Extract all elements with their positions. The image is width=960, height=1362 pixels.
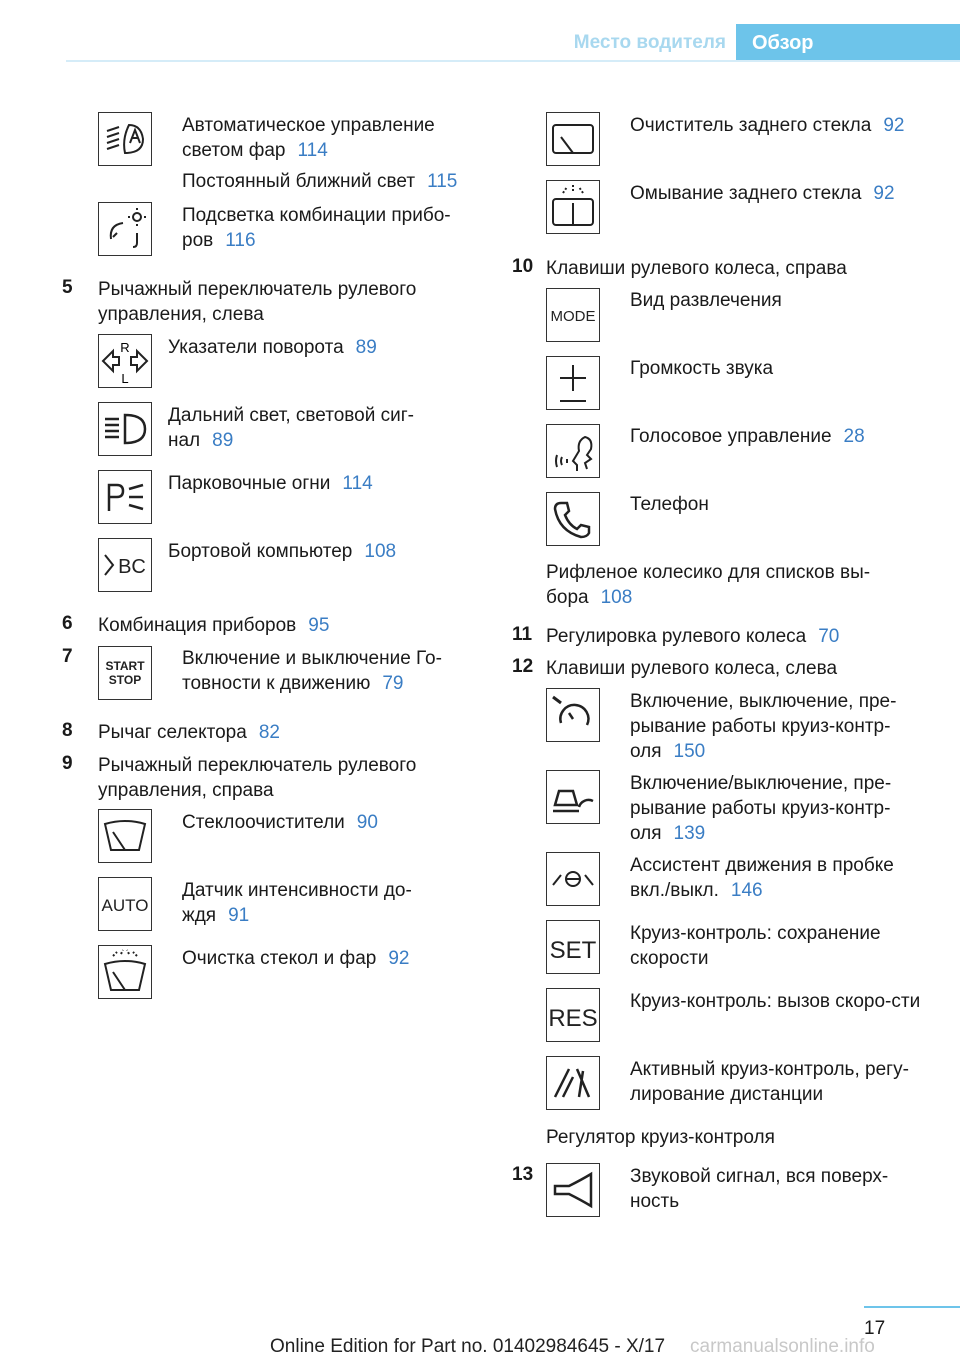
page-ref[interactable]: 108: [600, 587, 633, 608]
page-ref[interactable]: 70: [818, 626, 840, 647]
item-low-beam: Постоянный ближний свет 115: [182, 171, 458, 192]
turn-signal-icon: [98, 334, 152, 388]
footer-divider: [864, 1306, 960, 1308]
page-ref[interactable]: 92: [873, 183, 895, 204]
item-cruise-rocker: Регулятор круиз-контроля: [546, 1127, 775, 1148]
item-number: 9: [62, 753, 73, 774]
page-ref[interactable]: 150: [673, 741, 706, 762]
page-ref[interactable]: 28: [843, 426, 865, 447]
set-label: SET: [549, 937, 597, 964]
turn-r-label: R: [120, 340, 130, 355]
page-header: [0, 24, 960, 62]
mode-button-icon: [546, 288, 600, 342]
page-ref[interactable]: 92: [883, 115, 905, 136]
page-ref[interactable]: 79: [382, 673, 404, 694]
item-number: 13: [512, 1164, 534, 1185]
item-cruise-set: Круиз-контроль: сохранение скорости: [630, 923, 881, 969]
bc-label: BC: [118, 556, 146, 578]
item-right-lever: Рычажный переключатель рулевого управления, справа: [98, 755, 417, 801]
phone-icon: [546, 492, 600, 546]
wiper-icon: [98, 809, 152, 863]
volume-icon: [546, 356, 600, 410]
item-scroll-wheel: Рифленое колесико для списков вы-бора 108: [546, 562, 871, 608]
item-instrument-lighting: Подсветка комбинации прибо-ров 116: [182, 205, 451, 251]
active-cruise-icon: [546, 770, 600, 824]
item-phone: Телефон: [630, 494, 709, 515]
turn-l-label: L: [121, 371, 129, 386]
distance-control-icon: [546, 1056, 600, 1110]
page-ref[interactable]: 89: [355, 337, 377, 358]
item-left-lever: Рычажный переключатель рулевого управления, слева: [98, 279, 417, 325]
item-number: 7: [62, 646, 73, 667]
edition-note: Online Edition for Part no. 01402984645 - X/17: [270, 1336, 666, 1357]
item-number: 5: [62, 277, 73, 298]
start-label: START: [105, 659, 145, 673]
item-number: 6: [62, 613, 73, 634]
mode-label: MODE: [550, 308, 596, 325]
page-ref[interactable]: 95: [308, 615, 330, 636]
item-high-beam: Дальний свет, световой сиг-нал 89: [168, 405, 414, 451]
page-ref[interactable]: 90: [356, 812, 378, 833]
cruise-control-icon: [546, 688, 600, 742]
start-stop-icon: [98, 646, 152, 700]
page-ref[interactable]: 108: [364, 541, 397, 562]
item-selector-lever: Рычаг селектора 82: [98, 722, 280, 743]
watermark: carmanualsonline.info: [690, 1336, 875, 1357]
traffic-jam-assistant-icon: [546, 852, 600, 906]
voice-control-icon: [546, 424, 600, 478]
item-rain-sensor: Датчик интенсивности до-ждя 91: [182, 880, 412, 926]
item-voice-control: Голосовое управление 28: [630, 426, 865, 447]
page-ref[interactable]: 139: [673, 823, 706, 844]
item-number: 12: [512, 656, 534, 677]
item-distance-control: Активный круиз-контроль, регу-лирование дистанции: [630, 1059, 909, 1105]
item-washers: Очистка стекол и фар 92: [182, 948, 410, 969]
page-ref[interactable]: 115: [427, 171, 458, 192]
item-turn-signals: Указатели поворота 89: [168, 337, 377, 358]
rear-wiper-icon: [546, 112, 600, 166]
header-section: Место водителя: [573, 32, 726, 53]
page-ref[interactable]: 82: [258, 722, 280, 743]
horn-icon: [546, 1163, 600, 1217]
high-beam-icon: [98, 402, 152, 456]
item-cruise-resume: Круиз-контроль: вызов скоро-сти: [630, 991, 921, 1012]
item-number: 8: [62, 720, 73, 741]
page-number: 17: [864, 1318, 886, 1339]
page-ref[interactable]: 114: [342, 473, 373, 494]
item-start-stop: Включение и выключение Го-товности к движению 79: [182, 648, 442, 694]
item-instrument-cluster: Комбинация приборов 95: [98, 615, 330, 636]
item-parking-lights: Парковочные огни 114: [168, 473, 373, 494]
rear-washer-icon: [546, 180, 600, 234]
res-label: RES: [548, 1005, 598, 1032]
item-number: 10: [512, 256, 534, 277]
instrument-lighting-icon: [98, 202, 152, 256]
item-traffic-jam-assistant: Ассистент движения в пробке вкл./выкл. 146: [630, 855, 894, 901]
item-horn: Звуковой сигнал, вся поверх-ность: [630, 1166, 889, 1212]
set-button-icon: [546, 920, 600, 974]
item-active-cruise: Включение/выключение, пре-рывание работы круиз-контр-оля 139: [630, 773, 892, 844]
page-ref[interactable]: 114: [297, 140, 328, 161]
rain-sensor-icon: [98, 877, 152, 931]
stop-label: STOP: [108, 673, 142, 687]
page-ref[interactable]: 89: [212, 430, 234, 451]
parking-light-icon: [98, 470, 152, 524]
item-board-computer: Бортовой компьютер 108: [168, 541, 397, 562]
item-rear-washer: Омывание заднего стекла 92: [630, 183, 895, 204]
page-ref[interactable]: 146: [730, 880, 763, 901]
header-divider: [66, 60, 960, 62]
auto-headlight-icon: [98, 112, 152, 166]
item-wipers: Стеклоочистители 90: [182, 812, 378, 833]
washer-icon: [98, 945, 152, 999]
res-button-icon: [546, 988, 600, 1042]
item-number: 11: [512, 624, 533, 645]
auto-label: AUTO: [101, 896, 149, 915]
item-volume: Громкость звука: [630, 358, 774, 379]
item-entertainment: Вид развлечения: [630, 290, 782, 311]
item-auto-headlight: Автоматическое управление светом фар 114: [182, 115, 435, 161]
page-ref[interactable]: 116: [225, 230, 256, 251]
item-cruise-on-off: Включение, выключение, пре-рывание работы круиз-контр-оля 150: [630, 691, 897, 762]
header-chapter-tab[interactable]: Обзор: [736, 24, 960, 62]
item-right-wheel-buttons: Клавиши рулевого колеса, справа: [546, 258, 847, 279]
page-ref[interactable]: 92: [388, 948, 410, 969]
board-computer-icon: [98, 538, 152, 592]
page-ref[interactable]: 91: [228, 905, 250, 926]
item-steering-adjust: Регулировка рулевого колеса 70: [546, 626, 840, 647]
item-rear-wiper: Очиститель заднего стекла 92: [630, 115, 905, 136]
item-left-wheel-buttons: Клавиши рулевого колеса, слева: [546, 658, 838, 679]
